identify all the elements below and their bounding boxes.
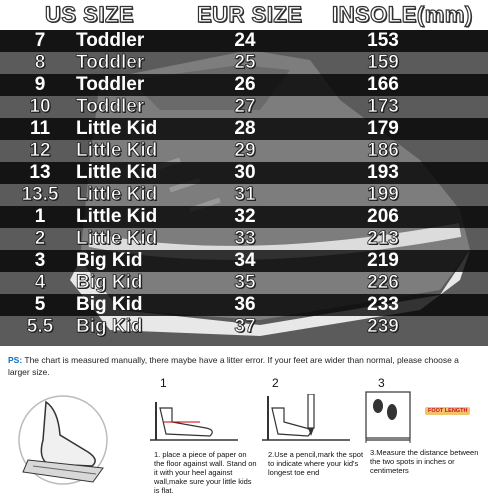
age-group-cell: Big Kid [76,294,143,315]
table-row [0,228,488,250]
step-2-number: 2 [272,376,279,390]
insole-cell: 226 [367,272,399,293]
age-group-cell: Toddler [76,30,145,51]
ps-text: The chart is measured manually, there maybe have a litter error. If your feet are wider than normal, please choose a larger size. [8,355,459,377]
age-group-cell: Little Kid [76,228,158,249]
table-row [0,30,488,52]
eur-size-cell: 30 [234,162,256,183]
table-row [0,250,488,272]
age-group-cell: Big Kid [76,272,143,293]
insole-cell: 199 [367,184,399,205]
insole-cell: 179 [367,118,399,139]
header-us-size: US SIZE [45,2,135,27]
eur-size-cell: 31 [234,184,256,205]
header-eur-size: EUR SIZE [197,2,303,27]
eur-size-cell: 37 [234,316,256,337]
step-2-caption: 2.Use a pencil,mark the spot to indicate where your kid's longest toe end [268,450,364,477]
insole-cell: 213 [367,228,399,249]
table-row [0,52,488,74]
eur-size-cell: 27 [234,96,256,117]
us-size-cell: 5.5 [26,316,54,337]
insole-cell: 159 [367,52,399,73]
foot-length-badge: FOOT LENGTH [425,407,470,415]
footprint-ruler-icon [364,390,424,446]
insole-cell: 173 [367,96,399,117]
us-size-cell: 13.5 [21,184,59,205]
step-1-caption: 1. place a piece of paper on the floor against wall. Stand on it with your heel against wall,make sure your little kids is flat. [154,450,257,495]
age-group-cell: Little Kid [76,162,158,183]
us-size-cell: 1 [34,206,46,227]
table-row [0,272,488,294]
us-size-cell: 4 [34,272,46,293]
eur-size-cell: 29 [234,140,256,161]
age-group-cell: Big Kid [76,250,143,271]
insole-cell: 239 [367,316,399,337]
age-group-cell: Little Kid [76,118,158,139]
table-row [0,140,488,162]
table-row [0,184,488,206]
us-size-cell: 11 [29,118,51,139]
insole-cell: 233 [367,294,399,315]
eur-size-cell: 35 [234,272,256,293]
eur-size-cell: 32 [234,206,256,227]
pencil-mark-icon [262,394,352,446]
eur-size-cell: 28 [234,118,256,139]
step-1-number: 1 [160,376,167,390]
age-group-cell: Toddler [76,74,145,95]
eur-size-cell: 25 [234,52,256,73]
eur-size-cell: 24 [234,30,256,51]
measure-instructions [0,346,488,495]
us-size-cell: 7 [34,30,46,51]
us-size-cell: 2 [34,228,46,249]
eur-size-cell: 26 [234,74,256,95]
foot-on-scale-icon [8,390,118,485]
age-group-cell: Little Kid [76,206,158,227]
us-size-cell: 8 [34,52,46,73]
step-3-number: 3 [378,376,385,390]
us-size-cell: 10 [29,96,51,117]
us-size-cell: 13 [29,162,51,183]
age-group-cell: Big Kid [76,316,143,337]
table-row [0,118,488,140]
us-size-cell: 3 [34,250,46,271]
us-size-cell: 5 [34,294,46,315]
chart-header [0,0,488,30]
table-row [0,316,488,338]
us-size-cell: 9 [34,74,46,95]
table-row [0,294,488,316]
age-group-cell: Little Kid [76,184,158,205]
step-3-caption: 3.Measure the distance between the two spots in inches or centimeters [370,448,479,475]
eur-size-cell: 34 [234,250,256,271]
foot-on-paper-icon [150,400,240,446]
ps-note [8,354,478,378]
insole-cell: 166 [367,74,399,95]
table-row [0,162,488,184]
insole-cell: 206 [367,206,399,227]
eur-size-cell: 36 [234,294,256,315]
ps-label: PS: [8,355,23,365]
table-row [0,206,488,228]
insole-cell: 193 [367,162,399,183]
header-insole: INSOLE(mm) [332,2,473,27]
insole-cell: 219 [367,250,399,271]
eur-size-cell: 33 [234,228,256,249]
insole-cell: 153 [367,30,399,51]
us-size-cell: 12 [29,140,51,161]
table-row [0,74,488,96]
age-group-cell: Toddler [76,52,145,73]
age-group-cell: Toddler [76,96,145,117]
insole-cell: 186 [367,140,399,161]
table-row [0,96,488,118]
age-group-cell: Little Kid [76,140,158,161]
